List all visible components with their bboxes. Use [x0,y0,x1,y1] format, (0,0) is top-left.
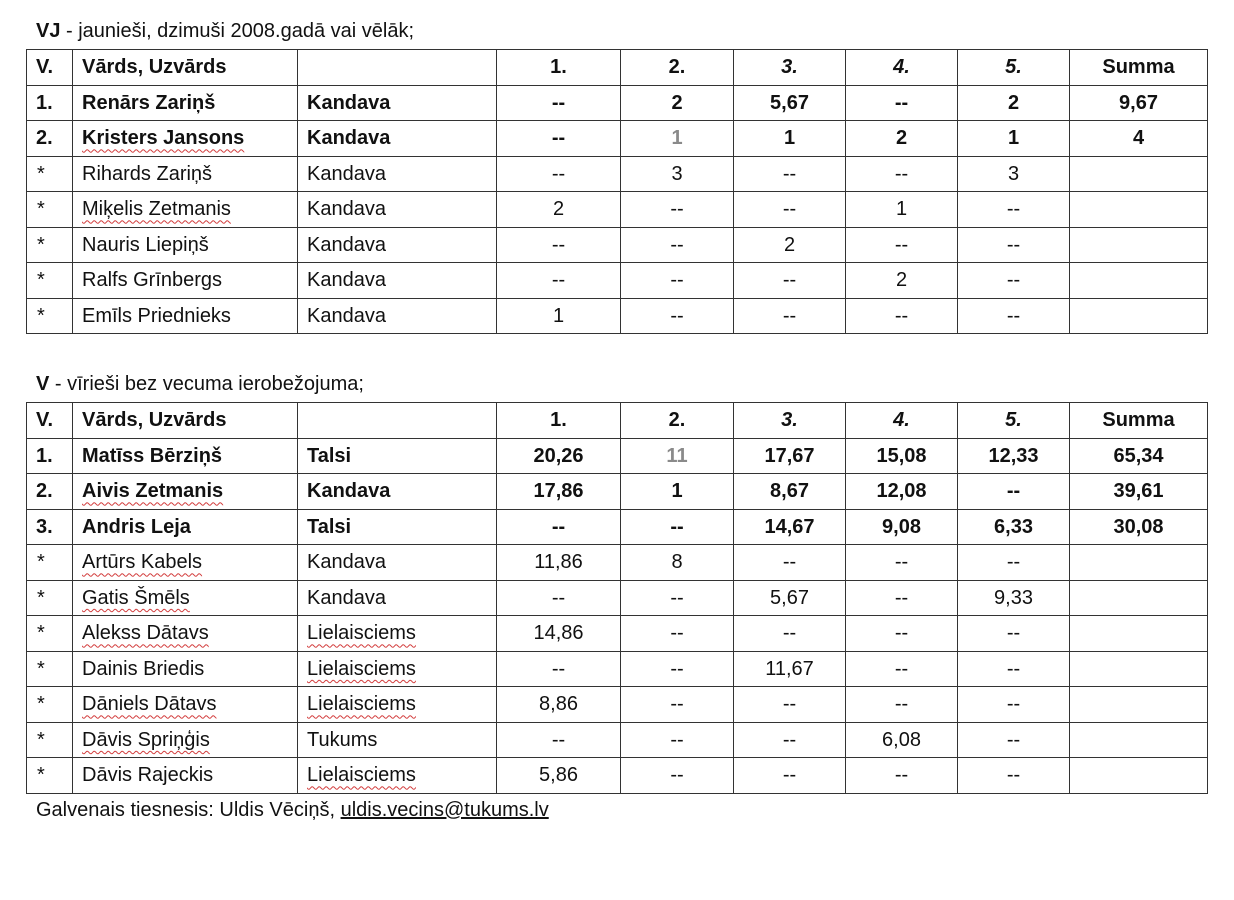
sum-cell: 4 [1070,121,1208,157]
round-4-cell: -- [846,687,958,723]
club-cell: Talsi [298,509,497,545]
round-1-cell: -- [497,651,621,687]
round-2-cell: -- [621,616,734,652]
club-cell: Kandava [298,298,497,334]
name-text: Miķelis Zetmanis [82,198,231,221]
name-text: Kristers Jansons [82,127,245,150]
round-2-cell: -- [621,722,734,758]
round-4-cell: -- [846,758,958,794]
header-round-2: 2. [621,403,734,439]
round-3-cell: 2 [734,227,846,263]
header-name: Vārds, Uzvārds [73,403,298,439]
club-cell: Kandava [298,545,497,581]
sum-cell [1070,758,1208,794]
round-4-cell: -- [846,156,958,192]
sum-cell: 9,67 [1070,85,1208,121]
place-cell: * [27,298,73,334]
round-4-cell: 6,08 [846,722,958,758]
round-4-cell: 12,08 [846,474,958,510]
vj-heading-code: VJ [36,20,61,42]
round-1-cell: -- [497,121,621,157]
round-2-cell: 3 [621,156,734,192]
round-3-cell: -- [734,263,846,299]
club-cell: Kandava [298,192,497,228]
header-place: V. [27,403,73,439]
sum-cell [1070,616,1208,652]
round-4-cell: 2 [846,263,958,299]
round-1-cell: 2 [497,192,621,228]
sum-cell [1070,192,1208,228]
round-5-cell: -- [958,545,1070,581]
table-row [27,192,1208,228]
club-cell: Tukums [298,722,497,758]
round-4-cell: 15,08 [846,438,958,474]
name-cell: Renārs Zariņš [73,85,298,121]
table-row [27,687,1208,723]
place-cell: 1. [27,85,73,121]
table-row [27,121,1208,157]
round-5-cell: 1 [958,121,1070,157]
header-round-3: 3. [734,403,846,439]
v-results-table [26,402,1208,794]
name-cell: Dāvis Rajeckis [73,758,298,794]
round-1-cell: 20,26 [497,438,621,474]
club-cell [298,616,497,652]
sum-cell [1070,687,1208,723]
name-cell [73,580,298,616]
header-round-2: 2. [621,50,734,86]
round-3-cell: 5,67 [734,85,846,121]
sum-cell [1070,545,1208,581]
round-1-cell: -- [497,85,621,121]
club-cell [298,758,497,794]
round-2-cell: 1 [621,474,734,510]
name-text: Artūrs Kabels [82,551,203,574]
club-text: Lielaisciems [307,693,416,716]
round-5-cell: -- [958,192,1070,228]
round-5-cell: -- [958,758,1070,794]
place-cell: * [27,616,73,652]
sum-cell [1070,651,1208,687]
place-cell: * [27,758,73,794]
round-4-cell: 2 [846,121,958,157]
place-cell: 2. [27,121,73,157]
name-text: Alekss Dātavs [82,622,209,645]
header-club [298,50,497,86]
round-5-cell: -- [958,687,1070,723]
name-text: Aivis Zetmanis [82,480,224,503]
round-5-cell: 6,33 [958,509,1070,545]
round-2-cell: -- [621,651,734,687]
round-1-cell: 8,86 [497,687,621,723]
name-cell: Matīss Bērziņš [73,438,298,474]
round-3-cell: -- [734,758,846,794]
name-text: Dāvis Spriņģis [82,728,210,751]
round-1-cell: 1 [497,298,621,334]
round-2-cell: 2 [621,85,734,121]
header-sum: Summa [1070,50,1208,86]
round-3-cell: 5,67 [734,580,846,616]
club-cell: Kandava [298,580,497,616]
name-cell [73,121,298,157]
name-cell [73,616,298,652]
round-1-cell: -- [497,156,621,192]
club-text: Lielaisciems [307,657,416,680]
round-3-cell: -- [734,687,846,723]
place-cell: * [27,227,73,263]
round-3-cell: 14,67 [734,509,846,545]
table-row [27,298,1208,334]
place-cell: * [27,651,73,687]
round-5-cell: 2 [958,85,1070,121]
place-cell: * [27,263,73,299]
sum-cell [1070,298,1208,334]
club-text: Lielaisciems [307,622,416,645]
round-3-cell: 11,67 [734,651,846,687]
club-text: Lielaisciems [307,764,416,787]
round-2-cell: -- [621,580,734,616]
round-1-cell: 17,86 [497,474,621,510]
round-3-cell: 1 [734,121,846,157]
table-row [27,227,1208,263]
sum-cell [1070,156,1208,192]
header-name: Vārds, Uzvārds [73,50,298,86]
round-2-cell: -- [621,298,734,334]
club-cell: Talsi [298,438,497,474]
place-cell: * [27,580,73,616]
round-5-cell: 12,33 [958,438,1070,474]
round-3-cell: -- [734,192,846,228]
club-cell [298,651,497,687]
table-row [27,651,1208,687]
header-round-4: 4. [846,50,958,86]
round-2-cell: -- [621,758,734,794]
club-cell: Kandava [298,474,497,510]
table-row [27,438,1208,474]
name-cell [73,545,298,581]
name-cell: Andris Leja [73,509,298,545]
table-row [27,758,1208,794]
v-heading-text: - vīrieši bez vecuma ierobežojuma; [49,373,364,395]
place-cell: * [27,722,73,758]
header-round-1: 1. [497,403,621,439]
round-1-cell: 11,86 [497,545,621,581]
round-2-cell: 8 [621,545,734,581]
round-5-cell: -- [958,722,1070,758]
table-row [27,474,1208,510]
round-3-cell: -- [734,545,846,581]
round-4-cell: -- [846,616,958,652]
footer [36,796,549,824]
round-3-cell: -- [734,616,846,652]
header-round-5: 5. [958,50,1070,86]
round-1-cell: 14,86 [497,616,621,652]
place-cell: * [27,545,73,581]
vj-heading-text: - jaunieši, dzimuši 2008.gadā vai vēlāk; [60,20,414,42]
round-2-cell: -- [621,263,734,299]
table-row [27,545,1208,581]
round-1-cell: -- [497,227,621,263]
round-5-cell: -- [958,298,1070,334]
table-row [27,722,1208,758]
round-2-cell: -- [621,227,734,263]
name-cell: Rihards Zariņš [73,156,298,192]
name-cell [73,687,298,723]
round-2-cell: -- [621,687,734,723]
header-round-5: 5. [958,403,1070,439]
round-4-cell: -- [846,85,958,121]
table-row [27,509,1208,545]
table-header-row [27,403,1208,439]
place-cell: * [27,156,73,192]
vj-section-heading [36,17,414,45]
sum-cell: 65,34 [1070,438,1208,474]
round-3-cell: -- [734,156,846,192]
club-cell: Kandava [298,263,497,299]
header-sum: Summa [1070,403,1208,439]
round-4-cell: -- [846,298,958,334]
sum-cell [1070,263,1208,299]
round-4-cell: -- [846,580,958,616]
table-row [27,156,1208,192]
round-3-cell: 17,67 [734,438,846,474]
round-5-cell: -- [958,651,1070,687]
name-cell: Emīls Priednieks [73,298,298,334]
name-text: Dāniels Dātavs [82,693,217,716]
header-round-3: 3. [734,50,846,86]
round-1-cell: 5,86 [497,758,621,794]
sum-cell: 30,08 [1070,509,1208,545]
round-1-cell: -- [497,263,621,299]
sum-cell [1070,227,1208,263]
round-4-cell: -- [846,227,958,263]
round-1-cell: -- [497,722,621,758]
place-cell: 1. [27,438,73,474]
table-row [27,580,1208,616]
table-row [27,85,1208,121]
club-cell: Kandava [298,156,497,192]
club-cell [298,687,497,723]
round-3-cell: -- [734,298,846,334]
sum-cell [1070,580,1208,616]
round-3-cell: -- [734,722,846,758]
name-text: Gatis Šmēls [82,586,190,609]
vj-results-table [26,49,1208,334]
chief-judge-text: Galvenais tiesnesis: Uldis Vēciņš, [36,799,341,821]
header-round-1: 1. [497,50,621,86]
header-place: V. [27,50,73,86]
email-link[interactable]: uldis.vecins@tukums.lv [340,799,549,821]
round-5-cell: -- [958,227,1070,263]
round-3-cell: 8,67 [734,474,846,510]
round-2-cell: 11 [621,438,734,474]
table-row [27,616,1208,652]
sum-cell [1070,722,1208,758]
round-5-cell: -- [958,616,1070,652]
name-cell [73,722,298,758]
round-1-cell: -- [497,580,621,616]
sum-cell: 39,61 [1070,474,1208,510]
round-5-cell: 9,33 [958,580,1070,616]
place-cell: * [27,192,73,228]
round-4-cell: -- [846,651,958,687]
header-round-4: 4. [846,403,958,439]
club-cell: Kandava [298,121,497,157]
round-4-cell: 9,08 [846,509,958,545]
round-1-cell: -- [497,509,621,545]
club-cell: Kandava [298,85,497,121]
round-4-cell: -- [846,545,958,581]
round-2-cell: 1 [621,121,734,157]
v-heading-code: V [36,373,50,395]
place-cell: 3. [27,509,73,545]
table-row [27,263,1208,299]
round-4-cell: 1 [846,192,958,228]
round-2-cell: -- [621,192,734,228]
name-cell: Dainis Briedis [73,651,298,687]
round-5-cell: -- [958,474,1070,510]
name-cell: Ralfs Grīnbergs [73,263,298,299]
club-cell: Kandava [298,227,497,263]
round-5-cell: 3 [958,156,1070,192]
header-club [298,403,497,439]
name-cell [73,192,298,228]
name-cell [73,474,298,510]
v-section-heading [36,370,364,398]
round-5-cell: -- [958,263,1070,299]
place-cell: * [27,687,73,723]
round-2-cell: -- [621,509,734,545]
table-header-row [27,50,1208,86]
place-cell: 2. [27,474,73,510]
name-cell: Nauris Liepiņš [73,227,298,263]
